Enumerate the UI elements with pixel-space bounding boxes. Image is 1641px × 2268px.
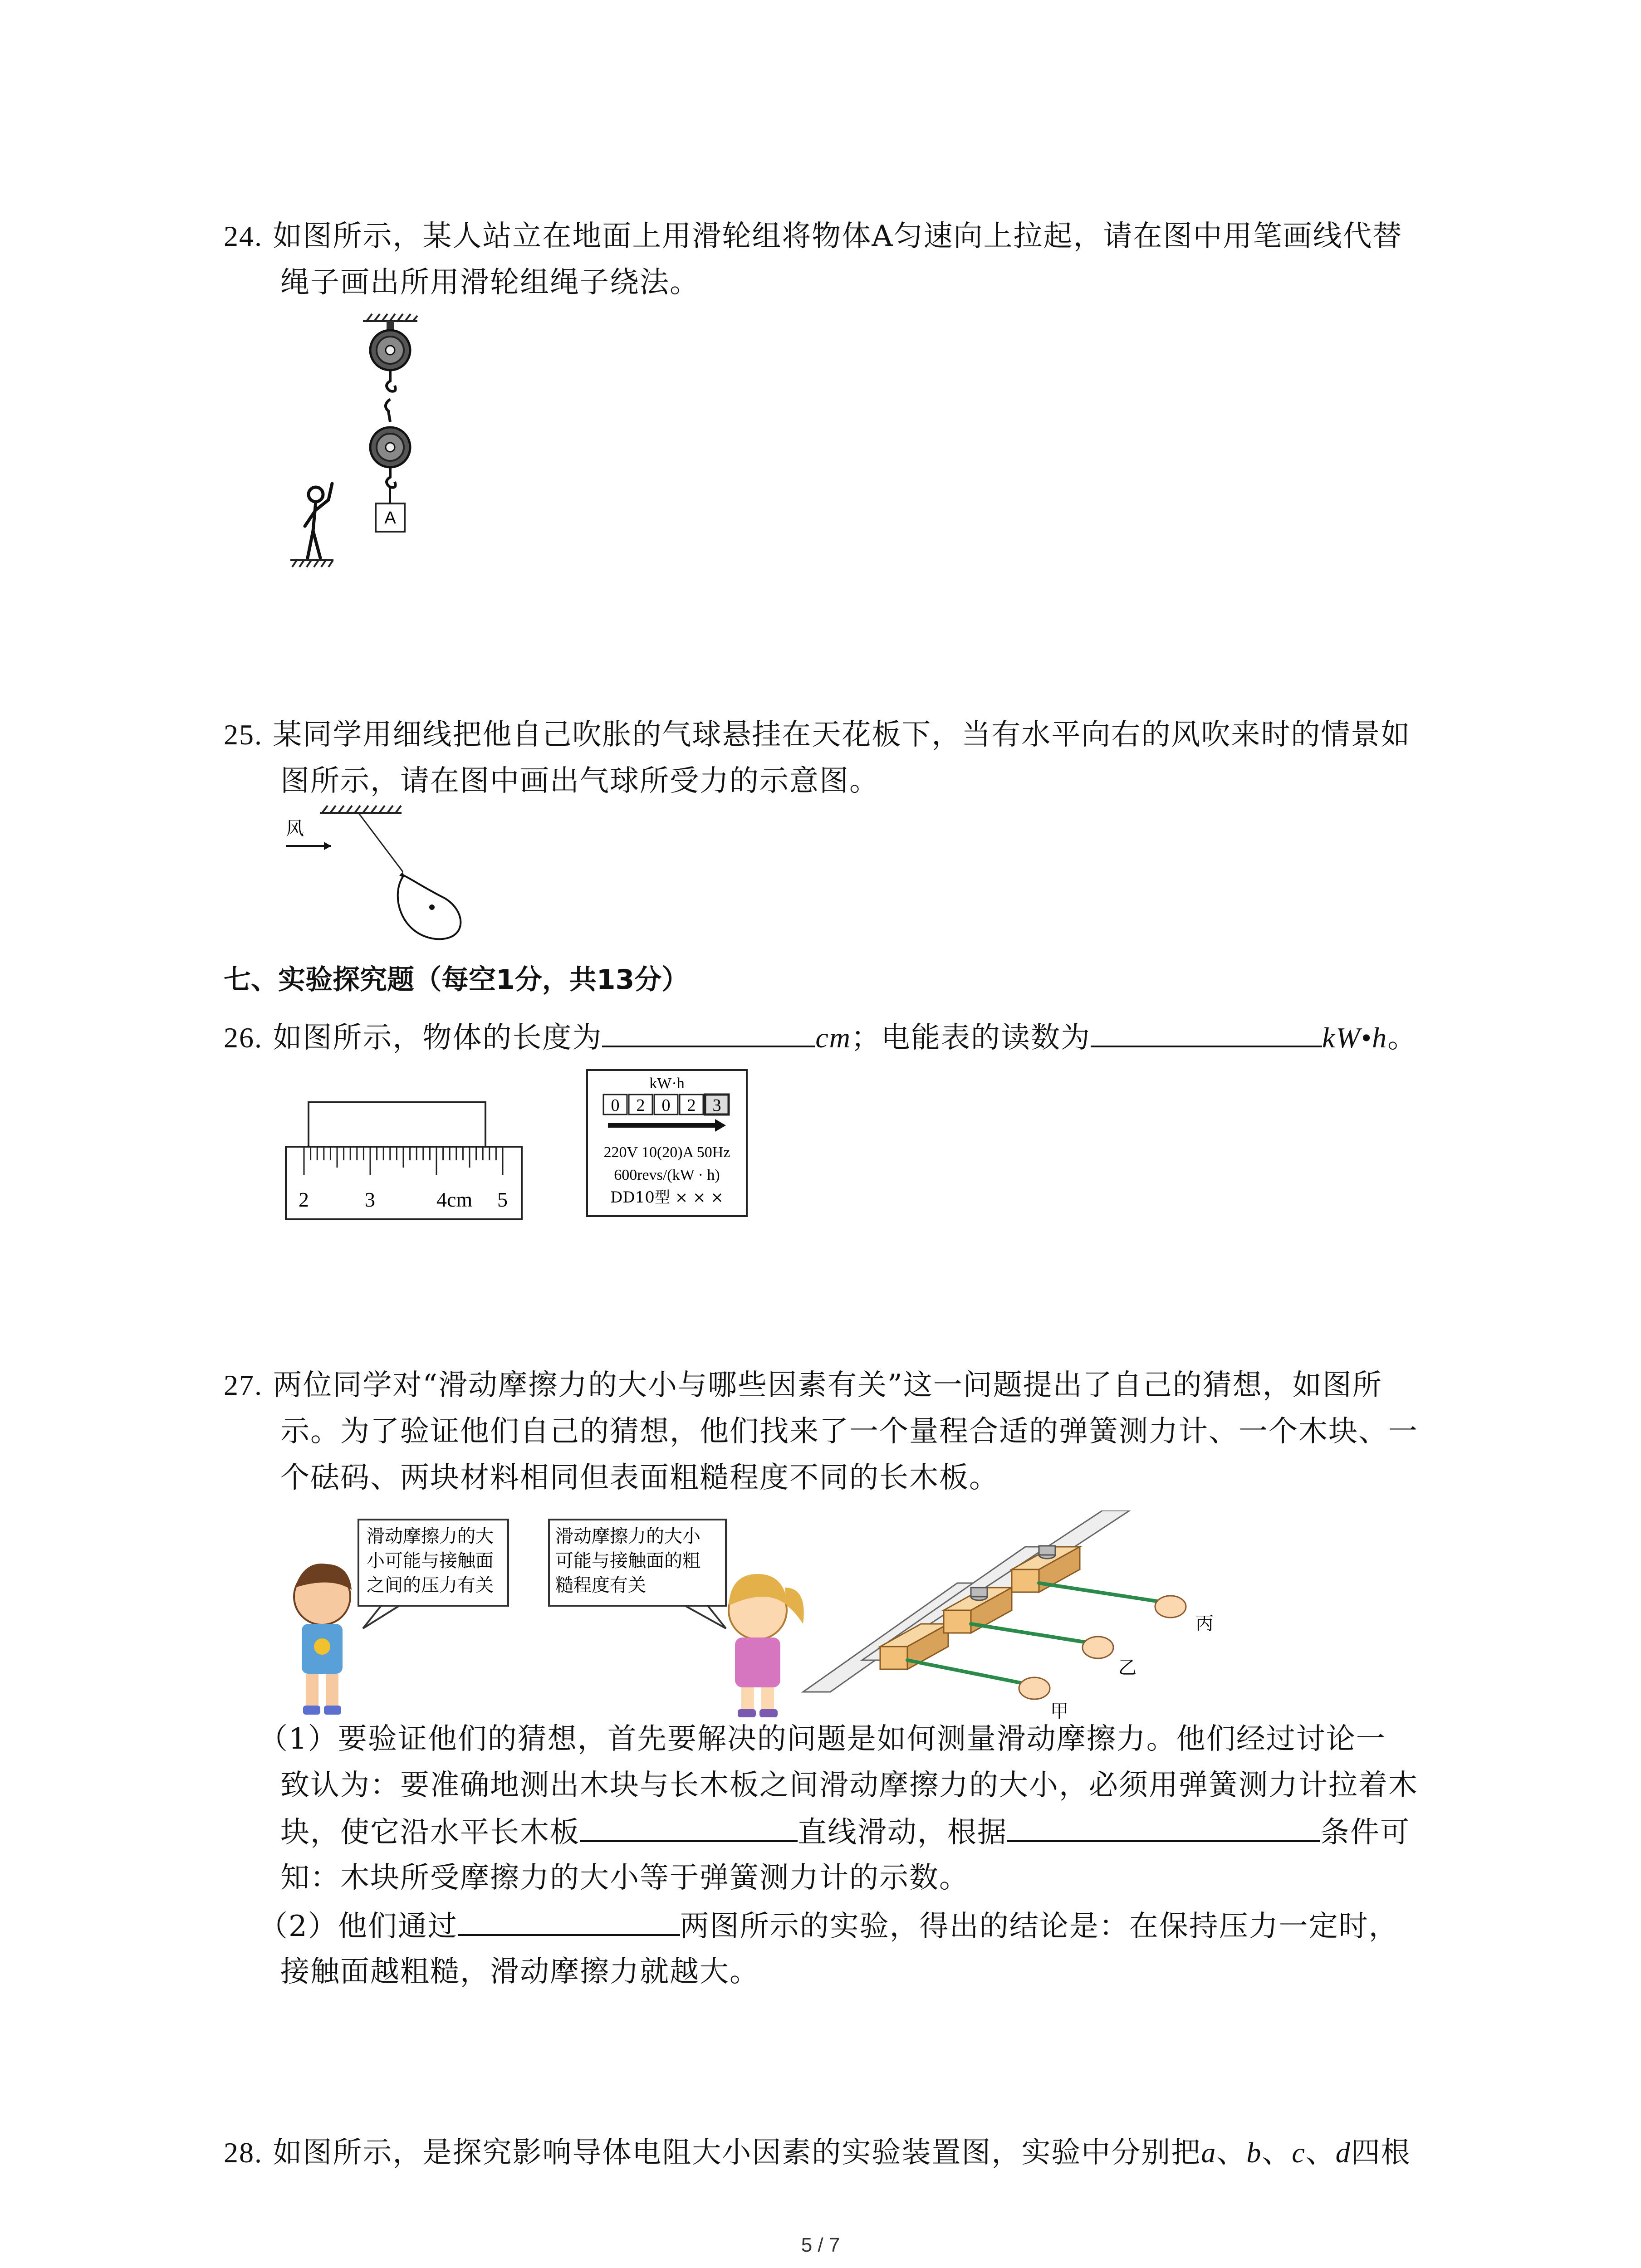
- q27-p1-text-b: 直线滑动，根据: [798, 1816, 1007, 1849]
- q24-line2: 绳子画出所用滑轮组绳子绕法。: [280, 266, 700, 299]
- meter-digit: 0: [661, 1096, 671, 1115]
- q27-line3: 个砝码、两块材料相同但表面粗糙程度不同的长木板。: [280, 1461, 999, 1495]
- ruler-label: 3: [365, 1188, 375, 1211]
- q28-sep-1: 、: [1216, 2136, 1247, 2170]
- meter-digit: 0: [611, 1096, 620, 1115]
- bubble2-line2: 可能与接触面的粗: [555, 1550, 700, 1571]
- q25-line1: [224, 712, 1411, 758]
- q27-p2-text-a: （2）他们通过: [259, 1910, 458, 1943]
- meter-spec2: 600revs/(kW · h): [614, 1167, 720, 1183]
- balloon-figure: [277, 803, 485, 948]
- meter-spec1: 220V 10(20)A 50Hz: [603, 1144, 730, 1161]
- measured-object: [309, 1102, 485, 1147]
- q26-end: 。: [1387, 1021, 1418, 1055]
- q26-line1: [224, 1014, 1417, 1061]
- movable-pulley: [370, 399, 410, 503]
- ruler-label: 4cm: [436, 1188, 473, 1211]
- q27-blank-motion[interactable]: [580, 1809, 798, 1842]
- section-title: 七、实验探究题（每空1分，共13分）: [224, 964, 689, 996]
- balloon-center: [429, 904, 435, 910]
- q27-p2-text-b: 两图所示的实验，得出的结论是：在保持压力一定时，: [680, 1910, 1399, 1943]
- wind-label: 风: [286, 818, 304, 839]
- thread: [358, 813, 403, 872]
- q27-line2: 示。为了验证他们自己的猜想，他们找来了一个量程合适的弹簧测力计、一个木块、一: [280, 1415, 1418, 1448]
- q27-p1-text-c: 条件可: [1320, 1816, 1410, 1849]
- q27-p1-line4: 知：木块所受摩擦力的大小等于弹簧测力计的示数。: [280, 1861, 969, 1895]
- q27-p1-line2: 致认为：要准确地测出木块与长木板之间滑动摩擦力的大小，必须用弹簧测力计拉着木: [280, 1769, 1418, 1802]
- q26-unit-b: kW•h: [1322, 1022, 1388, 1054]
- q24-text-1: 如图所示，某人站立在地面上用滑轮组将物体A匀速向上拉起，请在图中用笔画线代替: [273, 220, 1403, 253]
- hands: [1019, 1596, 1186, 1699]
- blocks: [880, 1547, 1080, 1669]
- meter-spec3: DD10型 × × ×: [610, 1188, 724, 1207]
- q27-p2-line1: [259, 1902, 1399, 1950]
- girl-figure: [729, 1574, 804, 1717]
- meter-digit: 2: [636, 1096, 645, 1115]
- ceiling-hatch: [320, 806, 402, 813]
- q27-line1: [224, 1362, 1382, 1408]
- q27-blank-figures[interactable]: [458, 1902, 680, 1936]
- q26-text-a: 如图所示，物体的长度为: [273, 1021, 603, 1055]
- energy-meter: [585, 1068, 749, 1218]
- bubble1-line3: 之间的压力有关: [367, 1575, 494, 1596]
- q27-text-1: 两位同学对“滑动摩擦力的大小与哪些因素有关”这一问题提出了自己的猜想，如图所: [273, 1369, 1382, 1402]
- boy-figure: [294, 1564, 352, 1715]
- q28-line1: [224, 2130, 1411, 2176]
- q28-text-b: 四根: [1351, 2136, 1411, 2170]
- q27-p1-text-a: 块，使它沿水平长木板: [280, 1816, 580, 1849]
- q27-p1-line1: （1）要验证他们的猜想，首先要解决的问题是如何测量滑动摩擦力。他们经过讨论一: [259, 1722, 1386, 1756]
- ruler-label: 5: [497, 1188, 508, 1211]
- q24-number: 24.: [224, 220, 263, 252]
- label-yi: 乙: [1118, 1657, 1136, 1678]
- q27-p1-line3: [280, 1809, 1410, 1856]
- q27-p2-line2: 接触面越粗糙，滑动摩擦力就越大。: [280, 1955, 759, 1989]
- ceiling-hatch: [363, 314, 417, 321]
- meter-digit: 2: [687, 1096, 696, 1115]
- q28-var-b: b: [1246, 2136, 1262, 2169]
- q27-blank-condition[interactable]: [1007, 1809, 1320, 1842]
- bubble2-line1: 滑动摩擦力的大小: [555, 1526, 700, 1547]
- q27-number: 27.: [224, 1369, 263, 1401]
- ruler-label: 2: [299, 1188, 309, 1211]
- ruler-figure: [281, 1098, 526, 1225]
- label-jia: 甲: [1050, 1701, 1068, 1719]
- bubble1-line1: 滑动摩擦力的大: [367, 1526, 494, 1547]
- pulley-figure: [281, 313, 454, 576]
- q28-text-a: 如图所示，是探究影响导体电阻大小因素的实验装置图，实验中分别把: [273, 2136, 1201, 2170]
- label-bing: 丙: [1195, 1613, 1214, 1634]
- ground-hatch: [290, 560, 333, 567]
- q26-number: 26.: [224, 1022, 263, 1054]
- q26-unit-a: cm: [815, 1022, 851, 1054]
- bubble1-line2: 小可能与接触面: [367, 1550, 494, 1571]
- box-a-label: A: [384, 508, 396, 528]
- stick-figure: [305, 484, 332, 558]
- q28-sep-3: 、: [1305, 2136, 1336, 2170]
- q28-sep-2: 、: [1262, 2136, 1292, 2170]
- bubble2-line3: 糙程度有关: [555, 1575, 646, 1596]
- q28-var-d: d: [1335, 2136, 1351, 2169]
- q26-blank-length[interactable]: [602, 1014, 815, 1047]
- q28-var-c: c: [1292, 2136, 1306, 2169]
- q26-text-b: ；电能表的读数为: [851, 1021, 1091, 1055]
- q28-var-a: a: [1201, 2136, 1217, 2169]
- q28-number: 28.: [224, 2136, 263, 2169]
- q25-text-1: 某同学用细线把他自己吹胀的气球悬挂在天花板下，当有水平向右的风吹来时的情景如: [273, 718, 1411, 752]
- friction-figure: [277, 1510, 1220, 1719]
- fixed-pulley: [370, 321, 410, 391]
- q25-number: 25.: [224, 719, 263, 751]
- meter-digit: 3: [712, 1096, 721, 1115]
- meter-unit: kW·h: [649, 1075, 685, 1092]
- q25-line2: 图所示，请在图中画出气球所受力的示意图。: [280, 764, 879, 798]
- page-number: 5 / 7: [801, 2234, 840, 2256]
- q26-blank-meter[interactable]: [1091, 1014, 1322, 1047]
- q24-line1: [224, 213, 1403, 259]
